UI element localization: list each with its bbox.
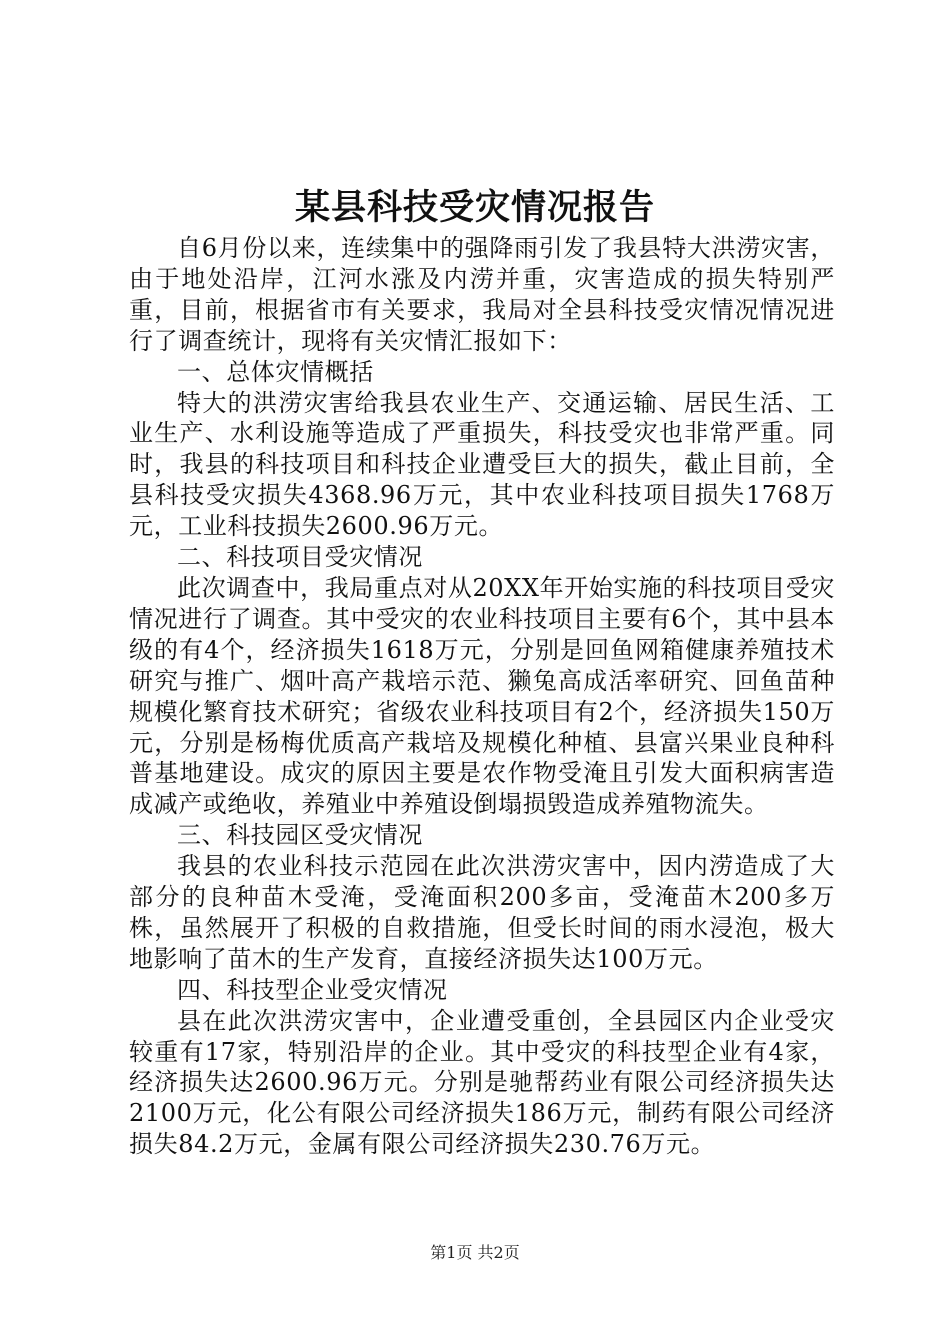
document-title: 某县科技受灾情况报告	[294, 187, 655, 228]
projects-paragraph: 此次调查中，我局重点对从20XX年开始实施的科技项目受灾情况进行了调查。其中受灾的农业科技项目主要有6个，其中县本级的有4个，经济损失1618万元，分别是回鱼网箱健康养殖技术研究与推广、烟叶高产栽培示范、獭兔高成活率研究、回鱼苗种规模化繁育技术研究；省级农业科技项目有2个，经济损失150万元，分别是杨梅优质高产栽培及规模化种植、县富兴果业良种科普基地建设。成灾的原因主要是农作物受淹且引发大面积病害造成减产或绝收，养殖业中养殖设倒塌损毁造成养殖物流失。	[129, 573, 835, 819]
intro-paragraph: 自6月份以来，连续集中的强降雨引发了我县特大洪涝灾害，由于地处沿岸，江河水涨及内涝并重，灾害造成的损失特别严重，目前，根据省市有关要求，我局对全县科技受灾情况情况进行了调查统计，现将有关灾情汇报如下：	[129, 234, 835, 355]
park-paragraph: 我县的农业科技示范园在此次洪涝灾害中，因内涝造成了大部分的良种苗木受淹，受淹面积200多亩，受淹苗木200多万株，虽然展开了积极的自救措施，但受长时间的雨水浸泡，极大地影响了苗木的生产发育，直接经济损失达100万元。	[129, 852, 835, 973]
section-heading-projects: 二、科技项目受灾情况	[177, 543, 423, 572]
section-heading-park: 三、科技园区受灾情况	[177, 821, 423, 850]
section-heading-enterprises: 四、科技型企业受灾情况	[177, 975, 448, 1004]
page-number-footer: 第1页 共2页	[430, 1243, 520, 1262]
overview-paragraph: 特大的洪涝灾害给我县农业生产、交通运输、居民生活、工业生产、水利设施等造成了严重损失，科技受灾也非常严重。同时，我县的科技项目和科技企业遭受巨大的损失，截止目前，全县科技受灾损失4368.96万元，其中农业科技项目损失1768万元，工业科技损失2600.96万元。	[129, 388, 835, 541]
document-body	[129, 233, 835, 1160]
enterprises-paragraph: 县在此次洪涝灾害中，企业遭受重创，全县园区内企业受灾较重有17家，特别沿岸的企业。其中受灾的科技型企业有4家，经济损失达2600.96万元。分别是驰帮药业有限公司经济损失达2100万元，化公有限公司经济损失186万元，制药有限公司经济损失84.2万元，金属有限公司经济损失230.76万元。	[129, 1006, 835, 1159]
section-heading-overview: 一、总体灾情概括	[177, 357, 374, 386]
